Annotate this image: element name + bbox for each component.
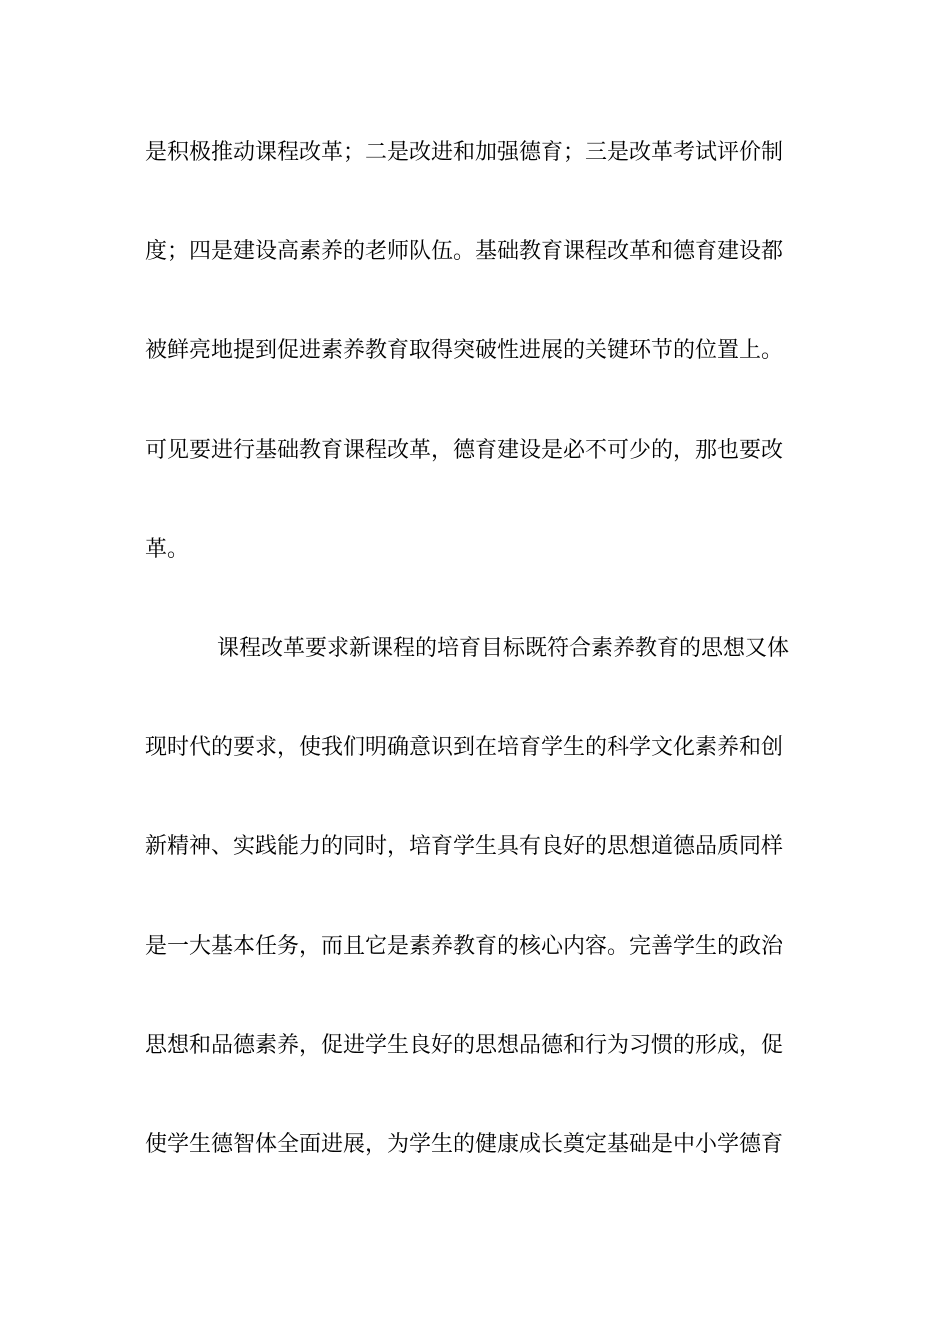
text-line: 度；四是建设高素养的老师队伍。基础教育课程改革和德育建设都 (145, 239, 784, 265)
text-line: 使学生德智体全面进展，为学生的健康成长奠定基础是中小学德育 (145, 1131, 784, 1157)
paragraph-first-line: 课程改革要求新课程的培育目标既符合素养教育的思想又体 (217, 635, 790, 661)
text-line: 现时代的要求，使我们明确意识到在培育学生的科学文化素养和创 (145, 735, 784, 761)
body-text (145, 128, 807, 1219)
text-line: 新精神、实践能力的同时，培育学生具有良好的思想道德品质同样 (145, 834, 784, 860)
text-line: 思想和品德素养，促进学生良好的思想品德和行为习惯的形成，促 (145, 1032, 784, 1058)
text-line: 是一大基本任务，而且它是素养教育的核心内容。完善学生的政治 (145, 933, 784, 959)
text-line: 被鲜亮地提到促进素养教育取得突破性进展的关键环节的位置上。 (145, 338, 784, 364)
text-line: 可见要进行基础教育课程改革，德育建设是必不可少的，那也要改 (145, 437, 784, 463)
text-line: 是积极推动课程改革；二是改进和加强德育；三是改革考试评价制 (145, 140, 784, 165)
text-line: 革。 (145, 536, 190, 562)
